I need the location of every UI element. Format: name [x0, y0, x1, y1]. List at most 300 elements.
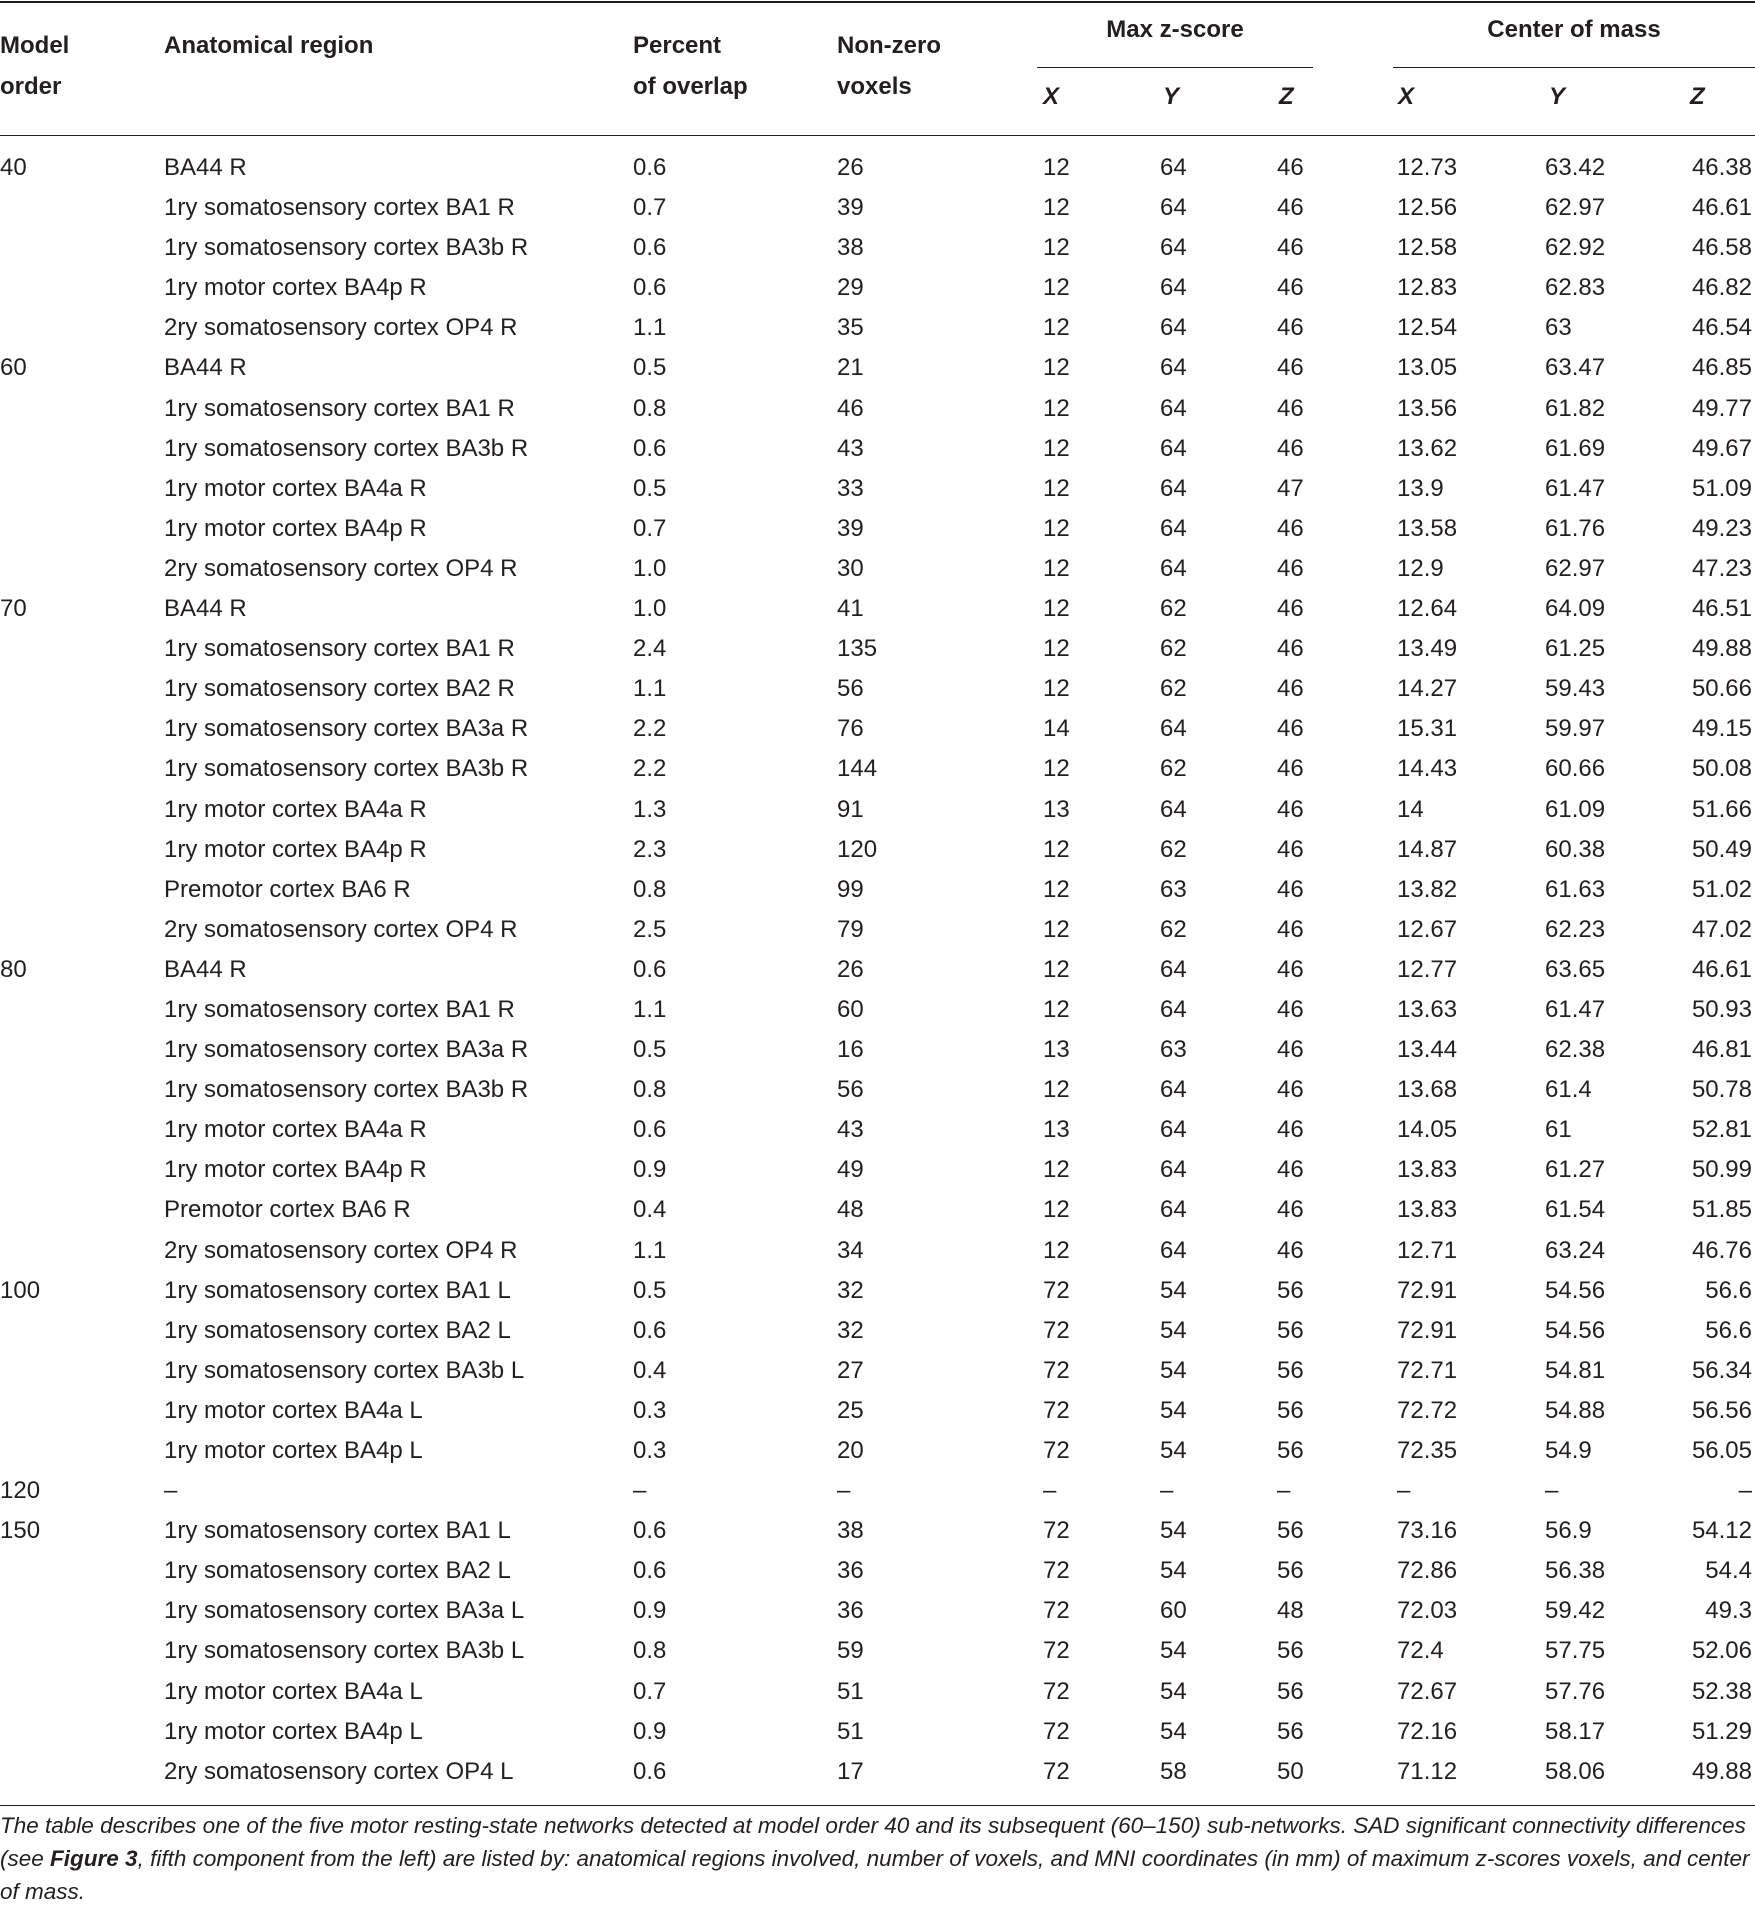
voxels-cell: 17	[837, 1757, 864, 1785]
com-y-cell: 61.76	[1545, 514, 1606, 542]
max-y-cell: 62	[1160, 835, 1187, 863]
header-nonzero-voxels-line1: Non-zero	[837, 32, 941, 59]
max-y-cell: 64	[1160, 514, 1187, 542]
com-x-cell: 13.56	[1397, 394, 1458, 422]
region-cell: 1ry motor cortex BA4p R	[164, 274, 427, 302]
region-cell: 1ry somatosensory cortex BA1 R	[164, 194, 515, 222]
com-z-cell: 49.88	[1691, 635, 1752, 663]
table-row	[0, 188, 1755, 228]
voxels-cell: 21	[837, 354, 864, 382]
com-z-cell: 46.82	[1691, 274, 1752, 302]
max-z-cell: 56	[1277, 1717, 1304, 1745]
region-cell: Premotor cortex BA6 R	[164, 1196, 411, 1224]
max-z-cell: 56	[1277, 1557, 1304, 1585]
header-model-order-line1: Model	[0, 32, 70, 59]
com-z-cell: 46.76	[1691, 1236, 1752, 1264]
model-order-cell: 80	[0, 955, 27, 983]
com-z-cell: 51.09	[1691, 474, 1752, 502]
max-y-cell: 62	[1160, 915, 1187, 943]
voxels-cell: 79	[837, 915, 864, 943]
table-row	[0, 1231, 1755, 1271]
max-z-cell: 46	[1277, 755, 1304, 783]
com-x-cell: 72.4	[1397, 1637, 1444, 1665]
max-x-cell: 12	[1043, 675, 1070, 703]
max-y-cell: 58	[1160, 1757, 1187, 1785]
com-x-cell: 12.54	[1397, 314, 1458, 342]
com-y-cell: 60.38	[1545, 835, 1606, 863]
percent-overlap-cell: 0.7	[633, 194, 667, 222]
max-x-cell: 12	[1043, 474, 1070, 502]
table-row	[0, 429, 1755, 469]
com-z-cell: 46.61	[1691, 194, 1752, 222]
table-row	[0, 950, 1755, 990]
table-row	[0, 709, 1755, 749]
voxels-cell: 56	[837, 675, 864, 703]
com-y-cell: 62.23	[1545, 915, 1606, 943]
com-x-cell: 14	[1397, 795, 1424, 823]
percent-overlap-cell: 0.5	[633, 1036, 667, 1064]
header-max-x: X	[1043, 83, 1060, 110]
table-row	[0, 1631, 1755, 1671]
max-z-cell: 46	[1277, 1196, 1304, 1224]
voxels-cell: 144	[837, 755, 878, 783]
max-y-cell: 64	[1160, 234, 1187, 262]
voxels-cell: 33	[837, 474, 864, 502]
region-cell: 1ry somatosensory cortex BA3b R	[164, 434, 529, 462]
com-x-cell: 12.71	[1397, 1236, 1458, 1264]
max-y-cell: 54	[1160, 1396, 1187, 1424]
max-y-cell: 64	[1160, 354, 1187, 382]
max-z-cell: 46	[1277, 635, 1304, 663]
percent-overlap-cell: 1.1	[633, 675, 667, 703]
com-z-cell: 46.61	[1691, 955, 1752, 983]
voxels-cell: 27	[837, 1356, 864, 1384]
table-row	[0, 268, 1755, 308]
voxels-cell: 51	[837, 1717, 864, 1745]
com-y-cell: 62.97	[1545, 554, 1606, 582]
voxels-cell: 20	[837, 1437, 864, 1464]
com-x-cell: 72.35	[1397, 1437, 1458, 1464]
max-z-cell: 46	[1277, 354, 1304, 382]
max-z-cell: 46	[1277, 314, 1304, 342]
region-cell: 1ry somatosensory cortex BA3a R	[164, 1036, 529, 1064]
max-x-cell: 72	[1043, 1557, 1070, 1585]
com-x-cell: 72.91	[1397, 1316, 1458, 1344]
com-x-cell: 12.56	[1397, 194, 1458, 222]
header-com-x: X	[1398, 83, 1415, 110]
region-cell: 2ry somatosensory cortex OP4 R	[164, 1236, 518, 1264]
com-z-cell: 46.51	[1691, 595, 1752, 623]
max-y-cell: 64	[1160, 474, 1187, 502]
max-x-cell: 12	[1043, 514, 1070, 542]
max-y-cell: 64	[1160, 1076, 1187, 1104]
voxels-cell: 51	[837, 1677, 864, 1705]
com-z-cell: 52.81	[1691, 1116, 1752, 1144]
max-y-cell: 62	[1160, 635, 1187, 663]
max-x-cell: 13	[1043, 1036, 1070, 1064]
region-cell: 2ry somatosensory cortex OP4 R	[164, 915, 518, 943]
region-cell: 1ry somatosensory cortex BA2 L	[164, 1557, 511, 1585]
table-row	[0, 1712, 1755, 1752]
header-max-z: Z	[1279, 83, 1294, 110]
voxels-cell: 43	[837, 434, 864, 462]
region-cell: –	[164, 1477, 178, 1505]
com-z-cell: 46.85	[1691, 354, 1752, 382]
max-y-cell: 54	[1160, 1677, 1187, 1705]
com-x-cell: 13.44	[1397, 1036, 1458, 1064]
com-y-cell: 63.65	[1545, 955, 1606, 983]
com-y-cell: –	[1545, 1477, 1559, 1505]
com-x-cell: 13.83	[1397, 1156, 1458, 1184]
percent-overlap-cell: 0.6	[633, 1557, 667, 1585]
header-percent-overlap-line1: Percent	[633, 32, 722, 59]
com-z-cell: 51.85	[1691, 1196, 1752, 1224]
percent-overlap-cell: 0.6	[633, 154, 667, 181]
max-z-cell: 46	[1277, 795, 1304, 823]
max-x-cell: 72	[1043, 1316, 1070, 1344]
region-cell: Premotor cortex BA6 R	[164, 875, 411, 903]
table-row	[0, 589, 1755, 629]
max-y-cell: 64	[1160, 955, 1187, 983]
percent-overlap-cell: 0.8	[633, 875, 667, 903]
com-x-cell: 72.86	[1397, 1557, 1458, 1585]
region-cell: 1ry motor cortex BA4a L	[164, 1677, 423, 1705]
com-y-cell: 60.66	[1545, 755, 1606, 783]
percent-overlap-cell: 0.6	[633, 1517, 667, 1545]
voxels-cell: 39	[837, 514, 864, 542]
max-z-cell: 50	[1277, 1757, 1304, 1785]
max-x-cell: 12	[1043, 434, 1070, 462]
max-x-cell: 12	[1043, 154, 1070, 181]
percent-overlap-cell: 1.1	[633, 1236, 667, 1264]
voxels-cell: 56	[837, 1076, 864, 1104]
max-y-cell: 54	[1160, 1356, 1187, 1384]
header-com-z: Z	[1690, 83, 1705, 110]
max-z-cell: 48	[1277, 1597, 1304, 1625]
voxels-cell: 30	[837, 554, 864, 582]
com-x-cell: 72.71	[1397, 1356, 1458, 1384]
max-z-cell: 46	[1277, 595, 1304, 623]
percent-overlap-cell: 0.7	[633, 1677, 667, 1705]
com-y-cell: 56.9	[1545, 1517, 1592, 1545]
region-cell: 1ry somatosensory cortex BA1 R	[164, 394, 515, 422]
max-y-cell: 64	[1160, 1116, 1187, 1144]
max-z-cell: 56	[1277, 1276, 1304, 1304]
max-y-cell: 54	[1160, 1557, 1187, 1585]
max-x-cell: 12	[1043, 1156, 1070, 1184]
table-row	[0, 509, 1755, 549]
table-row	[0, 1551, 1755, 1591]
region-cell: 1ry somatosensory cortex BA3b L	[164, 1637, 525, 1665]
table-row	[0, 669, 1755, 709]
com-y-cell: 54.56	[1545, 1316, 1606, 1344]
header-com-y: Y	[1549, 83, 1566, 110]
com-y-cell: 63.24	[1545, 1236, 1606, 1264]
voxels-cell: 76	[837, 715, 864, 743]
region-cell: 1ry somatosensory cortex BA2 L	[164, 1316, 511, 1344]
voxels-cell: 32	[837, 1276, 864, 1304]
table-row	[0, 1110, 1755, 1150]
table-row	[0, 1190, 1755, 1230]
voxels-cell: 36	[837, 1557, 864, 1585]
max-z-cell: 46	[1277, 274, 1304, 302]
caption-figure-link[interactable]: Figure 3	[50, 1846, 138, 1871]
model-order-cell: 60	[0, 354, 27, 382]
com-y-cell: 61.47	[1545, 474, 1606, 502]
com-y-cell: 58.17	[1545, 1717, 1606, 1745]
com-y-cell: 63.47	[1545, 354, 1606, 382]
percent-overlap-cell: 0.3	[633, 1396, 667, 1424]
max-z-cell: 46	[1277, 394, 1304, 422]
max-x-cell: 12	[1043, 194, 1070, 222]
max-x-cell: 12	[1043, 915, 1070, 943]
max-z-cell: 56	[1277, 1356, 1304, 1384]
percent-overlap-cell: 0.6	[633, 234, 667, 262]
max-x-cell: 72	[1043, 1396, 1070, 1424]
region-cell: BA44 R	[164, 955, 247, 983]
max-y-cell: 64	[1160, 434, 1187, 462]
max-x-cell: 12	[1043, 394, 1070, 422]
com-y-cell: 57.75	[1545, 1637, 1606, 1665]
max-z-cell: 56	[1277, 1396, 1304, 1424]
region-cell: 1ry somatosensory cortex BA3b R	[164, 1076, 529, 1104]
com-z-cell: 49.23	[1691, 514, 1752, 542]
region-cell: 1ry motor cortex BA4p R	[164, 835, 427, 863]
percent-overlap-cell: 0.6	[633, 955, 667, 983]
region-cell: 1ry motor cortex BA4p R	[164, 514, 427, 542]
region-cell: 1ry somatosensory cortex BA1 L	[164, 1276, 511, 1304]
com-y-cell: 62.92	[1545, 234, 1606, 262]
com-x-cell: 13.62	[1397, 434, 1458, 462]
table-row	[0, 1591, 1755, 1631]
percent-overlap-cell: 0.9	[633, 1597, 667, 1625]
table-row	[0, 469, 1755, 509]
max-z-cell: 46	[1277, 554, 1304, 582]
table-bottom-rule	[0, 1805, 1755, 1806]
com-z-cell: 46.58	[1691, 234, 1752, 262]
com-z-cell: 49.3	[1705, 1597, 1752, 1625]
table-row	[0, 1311, 1755, 1351]
region-cell: BA44 R	[164, 354, 247, 382]
percent-overlap-cell: 2.5	[633, 915, 667, 943]
voxels-cell: 32	[837, 1316, 864, 1344]
com-z-cell: 52.06	[1691, 1637, 1752, 1665]
com-x-cell: 72.72	[1397, 1396, 1458, 1424]
max-x-cell: 72	[1043, 1757, 1070, 1785]
voxels-cell: 26	[837, 154, 864, 181]
percent-overlap-cell: 1.0	[633, 595, 667, 623]
com-x-cell: 72.16	[1397, 1717, 1458, 1745]
com-z-cell: 54.4	[1705, 1557, 1752, 1585]
max-z-cell: 46	[1277, 915, 1304, 943]
percent-overlap-cell: 2.2	[633, 715, 667, 743]
com-z-cell: 56.05	[1691, 1437, 1752, 1464]
com-x-cell: 14.43	[1397, 755, 1458, 783]
max-y-cell: 63	[1160, 1036, 1187, 1064]
table-row	[0, 1511, 1755, 1551]
percent-overlap-cell: 0.5	[633, 354, 667, 382]
max-y-cell: 54	[1160, 1437, 1187, 1464]
region-cell: 1ry somatosensory cortex BA2 R	[164, 675, 515, 703]
table-caption	[0, 1809, 1755, 1908]
table-row	[0, 830, 1755, 870]
max-y-cell: 60	[1160, 1597, 1187, 1625]
percent-overlap-cell: 0.8	[633, 394, 667, 422]
com-z-cell: 49.67	[1691, 434, 1752, 462]
table-row	[0, 870, 1755, 910]
voxels-cell: 46	[837, 394, 864, 422]
max-y-cell: 64	[1160, 394, 1187, 422]
table-row	[0, 1391, 1755, 1431]
header-max-z-score: Max z-score	[1106, 16, 1244, 43]
percent-overlap-cell: 1.0	[633, 554, 667, 582]
percent-overlap-cell: 0.6	[633, 274, 667, 302]
max-x-cell: –	[1043, 1477, 1057, 1505]
com-y-cell: 62.38	[1545, 1036, 1606, 1064]
com-x-cell: 73.16	[1397, 1517, 1458, 1545]
com-x-cell: 12.9	[1397, 554, 1444, 582]
com-y-cell: 54.88	[1545, 1396, 1606, 1424]
table-row	[0, 749, 1755, 789]
region-cell: 1ry somatosensory cortex BA3b L	[164, 1356, 525, 1384]
max-y-cell: 54	[1160, 1637, 1187, 1665]
com-z-cell: 46.54	[1691, 314, 1752, 342]
max-z-score-rule	[1037, 67, 1313, 68]
model-order-cell: 40	[0, 154, 27, 181]
voxels-cell: 36	[837, 1597, 864, 1625]
percent-overlap-cell: 2.3	[633, 835, 667, 863]
percent-overlap-cell: 0.9	[633, 1717, 667, 1745]
table-row	[0, 990, 1755, 1030]
com-x-cell: 14.05	[1397, 1116, 1458, 1144]
com-y-cell: 61.82	[1545, 394, 1606, 422]
voxels-cell: 41	[837, 595, 864, 623]
header-nonzero-voxels	[837, 25, 941, 107]
region-cell: 1ry motor cortex BA4a R	[164, 1116, 427, 1144]
com-z-cell: 50.93	[1691, 995, 1752, 1023]
com-x-cell: 72.67	[1397, 1677, 1458, 1705]
table-row	[0, 1271, 1755, 1311]
com-y-cell: 63	[1545, 314, 1572, 342]
voxels-cell: 38	[837, 234, 864, 262]
com-y-cell: 61.63	[1545, 875, 1606, 903]
table-row	[0, 790, 1755, 830]
region-cell: 1ry motor cortex BA4p L	[164, 1437, 423, 1464]
com-z-cell: 54.12	[1691, 1517, 1752, 1545]
percent-overlap-cell: 0.8	[633, 1637, 667, 1665]
max-x-cell: 13	[1043, 1116, 1070, 1144]
voxels-cell: 91	[837, 795, 864, 823]
percent-overlap-cell: 0.7	[633, 514, 667, 542]
table-row	[0, 629, 1755, 669]
max-z-cell: 56	[1277, 1677, 1304, 1705]
region-cell: 1ry somatosensory cortex BA3a R	[164, 715, 529, 743]
percent-overlap-cell: 0.5	[633, 474, 667, 502]
max-z-cell: 46	[1277, 875, 1304, 903]
table-row	[0, 910, 1755, 950]
table-row	[0, 228, 1755, 268]
com-z-cell: –	[1738, 1477, 1752, 1505]
max-z-cell: 46	[1277, 234, 1304, 262]
com-y-cell: 54.81	[1545, 1356, 1606, 1384]
max-y-cell: 62	[1160, 755, 1187, 783]
max-y-cell: 64	[1160, 795, 1187, 823]
com-y-cell: 54.9	[1545, 1437, 1592, 1464]
max-z-cell: 46	[1277, 154, 1304, 181]
region-cell: 2ry somatosensory cortex OP4 R	[164, 314, 518, 342]
header-model-order	[0, 25, 69, 107]
table-row	[0, 1150, 1755, 1190]
percent-overlap-cell: 0.6	[633, 434, 667, 462]
com-x-cell: 12.77	[1397, 955, 1458, 983]
percent-overlap-cell: 0.5	[633, 1276, 667, 1304]
model-order-cell: 120	[0, 1477, 41, 1505]
com-y-cell: 61	[1545, 1116, 1572, 1144]
com-y-cell: 59.42	[1545, 1597, 1606, 1625]
header-center-of-mass: Center of mass	[1487, 16, 1661, 43]
region-cell: 1ry somatosensory cortex BA3b R	[164, 234, 529, 262]
model-order-cell: 150	[0, 1517, 41, 1545]
region-cell: 1ry motor cortex BA4a R	[164, 474, 427, 502]
max-x-cell: 12	[1043, 1196, 1070, 1224]
max-x-cell: 72	[1043, 1637, 1070, 1665]
com-y-cell: 59.43	[1545, 675, 1606, 703]
max-z-cell: 46	[1277, 1116, 1304, 1144]
header-percent-overlap	[633, 25, 748, 107]
voxels-cell: –	[837, 1477, 851, 1505]
table-body	[0, 148, 1755, 1792]
table-row	[0, 1351, 1755, 1391]
max-x-cell: 72	[1043, 1597, 1070, 1625]
max-x-cell: 72	[1043, 1717, 1070, 1745]
max-x-cell: 12	[1043, 955, 1070, 983]
com-x-cell: 13.83	[1397, 1196, 1458, 1224]
max-x-cell: 72	[1043, 1276, 1070, 1304]
max-y-cell: 64	[1160, 314, 1187, 342]
model-order-cell: 70	[0, 595, 27, 623]
header-max-y: Y	[1163, 83, 1180, 110]
max-x-cell: 12	[1043, 995, 1070, 1023]
com-z-cell: 51.02	[1691, 875, 1752, 903]
region-cell: 1ry somatosensory cortex BA1 L	[164, 1517, 511, 1545]
max-z-cell: 46	[1277, 194, 1304, 222]
max-x-cell: 12	[1043, 354, 1070, 382]
voxels-cell: 59	[837, 1637, 864, 1665]
max-z-cell: 46	[1277, 955, 1304, 983]
max-y-cell: 62	[1160, 675, 1187, 703]
com-y-cell: 61.47	[1545, 995, 1606, 1023]
com-z-cell: 51.29	[1691, 1717, 1752, 1745]
max-x-cell: 13	[1043, 795, 1070, 823]
percent-overlap-cell: 0.9	[633, 1156, 667, 1184]
max-z-cell: 46	[1277, 514, 1304, 542]
voxels-cell: 25	[837, 1396, 864, 1424]
max-x-cell: 72	[1043, 1437, 1070, 1464]
max-x-cell: 12	[1043, 595, 1070, 623]
max-z-cell: –	[1277, 1477, 1291, 1505]
com-y-cell: 58.06	[1545, 1757, 1606, 1785]
caption-text-start: The table describes one of the five motor resting-state networks detected at model order 40 and its subsequent (60–150) sub-networks. SAD significant connectivity differences (see	[0, 1813, 1746, 1871]
percent-overlap-cell: 0.6	[633, 1757, 667, 1785]
percent-overlap-cell: –	[633, 1477, 647, 1505]
com-z-cell: 46.38	[1691, 154, 1752, 181]
voxels-cell: 43	[837, 1116, 864, 1144]
max-y-cell: 62	[1160, 595, 1187, 623]
table-row	[0, 1752, 1755, 1792]
com-z-cell: 49.88	[1691, 1757, 1752, 1785]
table-header-rule	[0, 135, 1755, 136]
table-row	[0, 1471, 1755, 1511]
